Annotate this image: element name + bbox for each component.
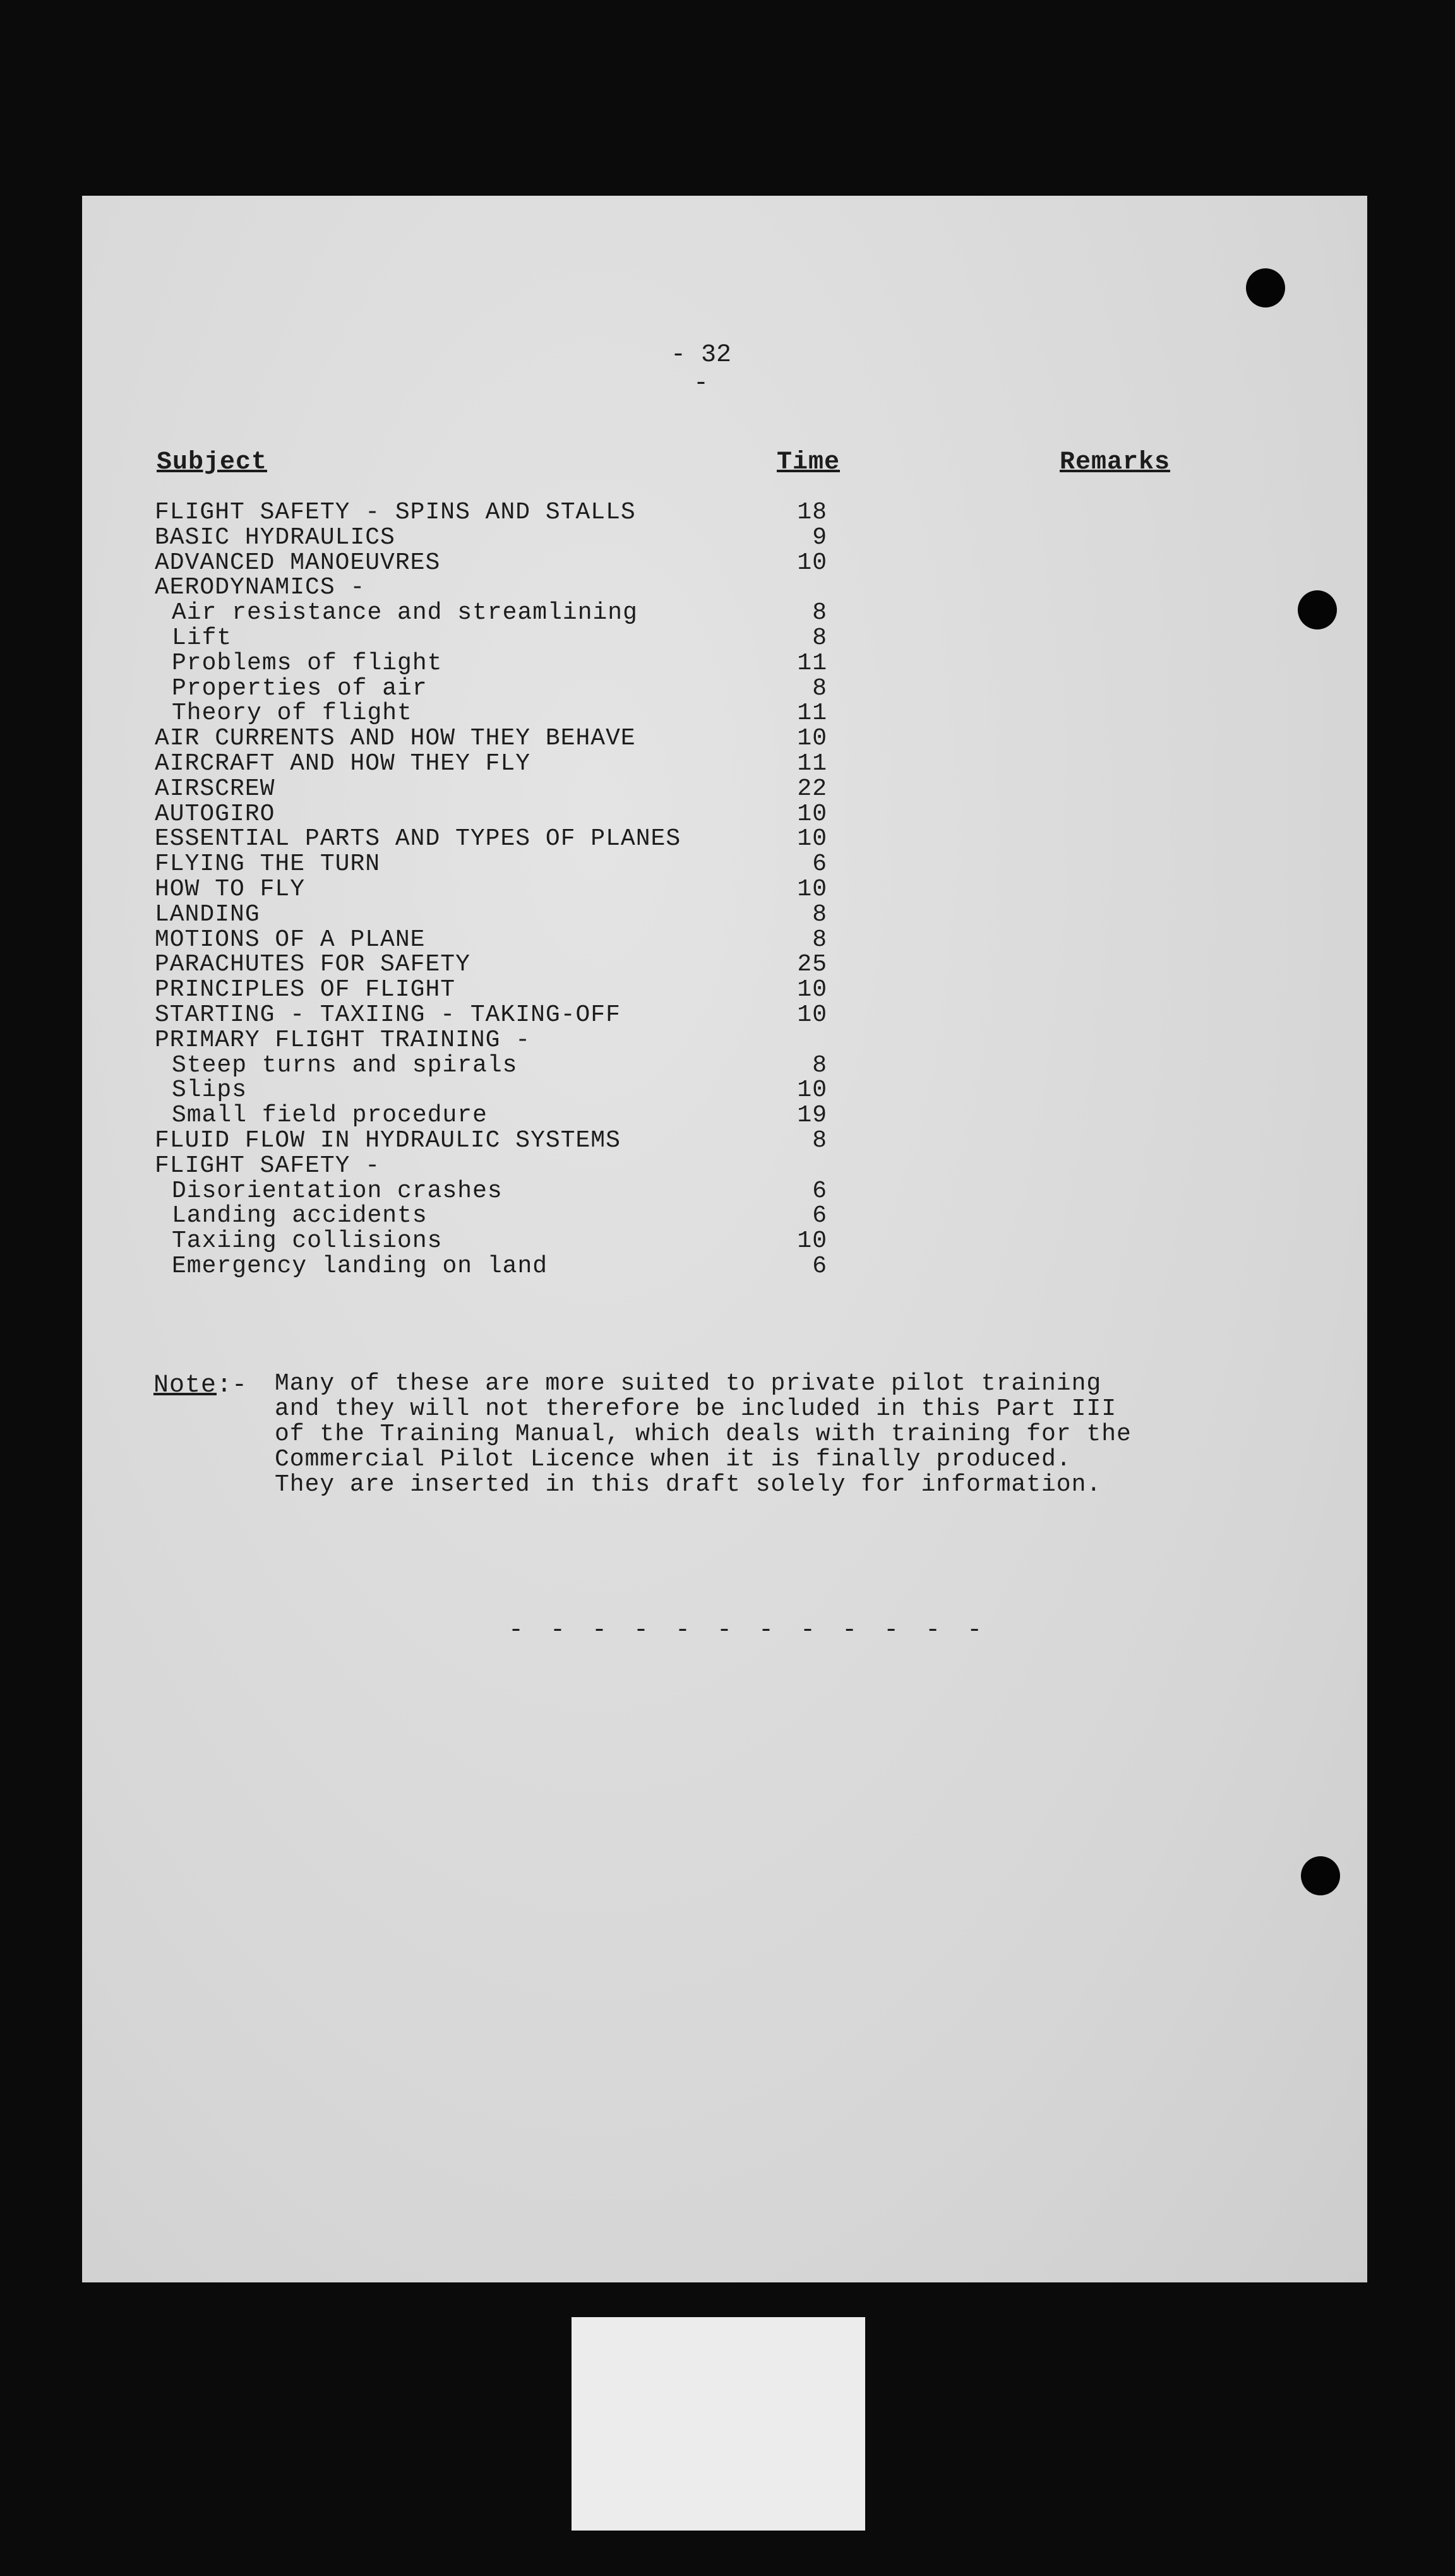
page-number: - 32 - <box>670 341 731 398</box>
time-cell: 8 <box>812 674 827 702</box>
subject-cell: AERODYNAMICS - <box>155 574 366 602</box>
subject-cell: Emergency landing on land <box>172 1252 548 1280</box>
time-cell: 25 <box>797 951 827 979</box>
subject-cell: PARACHUTES FOR SAFETY <box>155 951 470 979</box>
note-line: Many of these are more suited to private pilot training <box>275 1370 1102 1397</box>
time-cell: 10 <box>797 1227 827 1255</box>
time-cell: 19 <box>797 1102 827 1130</box>
time-cell: 8 <box>812 1126 827 1154</box>
subject-cell: BASIC HYDRAULICS <box>155 523 395 551</box>
time-cell: 11 <box>797 749 827 777</box>
subject-cell: STARTING - TAXIING - TAKING-OFF <box>155 1001 621 1029</box>
punch-hole-middle <box>1298 590 1337 629</box>
header-remarks: Remarks <box>1060 448 1171 477</box>
note-text <box>275 1371 1132 1498</box>
subject-cell: MOTIONS OF A PLANE <box>155 926 426 953</box>
header-time: Time <box>777 448 841 477</box>
subject-cell: Disorientation crashes <box>172 1177 503 1205</box>
time-cell: 10 <box>797 875 827 903</box>
subject-cell: PRINCIPLES OF FLIGHT <box>155 976 456 1004</box>
time-cell: 9 <box>812 523 827 551</box>
subject-cell: Lift <box>172 624 232 652</box>
note-line: Commercial Pilot Licence when it is finally produced. <box>275 1446 1072 1473</box>
subject-cell: Small field procedure <box>172 1102 488 1130</box>
note-label: Note <box>153 1371 217 1400</box>
time-cell: 8 <box>812 1051 827 1079</box>
time-cell: 8 <box>812 900 827 928</box>
time-cell: 10 <box>797 800 827 828</box>
time-cell: 10 <box>797 1076 827 1104</box>
note-line: They are inserted in this draft solely for information. <box>275 1471 1102 1498</box>
subject-cell: ESSENTIAL PARTS AND TYPES OF PLANES <box>155 825 681 853</box>
time-cell: 8 <box>812 599 827 627</box>
time-cell: 6 <box>812 1202 827 1230</box>
subject-cell: Properties of air <box>172 674 428 702</box>
subject-cell: Theory of flight <box>172 700 412 727</box>
time-cell: 10 <box>797 825 827 853</box>
note-line: of the Training Manual, which deals with training for the <box>275 1421 1132 1448</box>
time-cell: 11 <box>797 649 827 677</box>
subject-cell: Landing accidents <box>172 1202 428 1230</box>
time-cell: 11 <box>797 700 827 727</box>
time-cell: 6 <box>812 1177 827 1205</box>
subject-cell: Problems of flight <box>172 649 443 677</box>
time-cell: 22 <box>797 775 827 802</box>
time-cell: 18 <box>797 499 827 526</box>
subject-cell: AIRCRAFT AND HOW THEY FLY <box>155 749 531 777</box>
time-cell: 6 <box>812 850 827 878</box>
time-cell: 10 <box>797 1001 827 1029</box>
subject-cell: AIR CURRENTS AND HOW THEY BEHAVE <box>155 725 636 753</box>
archive-label-card <box>572 2317 865 2531</box>
subject-cell: Slips <box>172 1076 248 1104</box>
subject-cell: FLIGHT SAFETY - SPINS AND STALLS <box>155 499 636 526</box>
subject-cell: AUTOGIRO <box>155 800 275 828</box>
subject-cell: HOW TO FLY <box>155 875 306 903</box>
subject-cell: FLYING THE TURN <box>155 850 381 878</box>
subject-cell: Taxiing collisions <box>172 1227 443 1255</box>
punch-hole-top <box>1246 268 1285 307</box>
time-cell: 8 <box>812 624 827 652</box>
time-cell: 8 <box>812 926 827 953</box>
punch-hole-bottom <box>1301 1856 1340 1895</box>
subject-cell: AIRSCREW <box>155 775 275 802</box>
time-cell: 10 <box>797 549 827 576</box>
time-cell: 10 <box>797 976 827 1004</box>
section-divider: - - - - - - - - - - - - <box>508 1616 988 1645</box>
subject-cell: ADVANCED MANOEUVRES <box>155 549 441 576</box>
subject-cell: PRIMARY FLIGHT TRAINING - <box>155 1026 531 1054</box>
note-line: and they will not therefore be included in this Part III <box>275 1395 1117 1422</box>
time-cell: 10 <box>797 725 827 753</box>
time-cell: 6 <box>812 1252 827 1280</box>
header-subject: Subject <box>157 448 268 477</box>
subject-cell: FLIGHT SAFETY - <box>155 1152 381 1179</box>
note-colon: :- <box>217 1371 248 1400</box>
subject-cell: Steep turns and spirals <box>172 1051 518 1079</box>
subject-cell: FLUID FLOW IN HYDRAULIC SYSTEMS <box>155 1126 621 1154</box>
subject-cell: Air resistance and streamlining <box>172 599 638 627</box>
subject-cell: LANDING <box>155 900 260 928</box>
